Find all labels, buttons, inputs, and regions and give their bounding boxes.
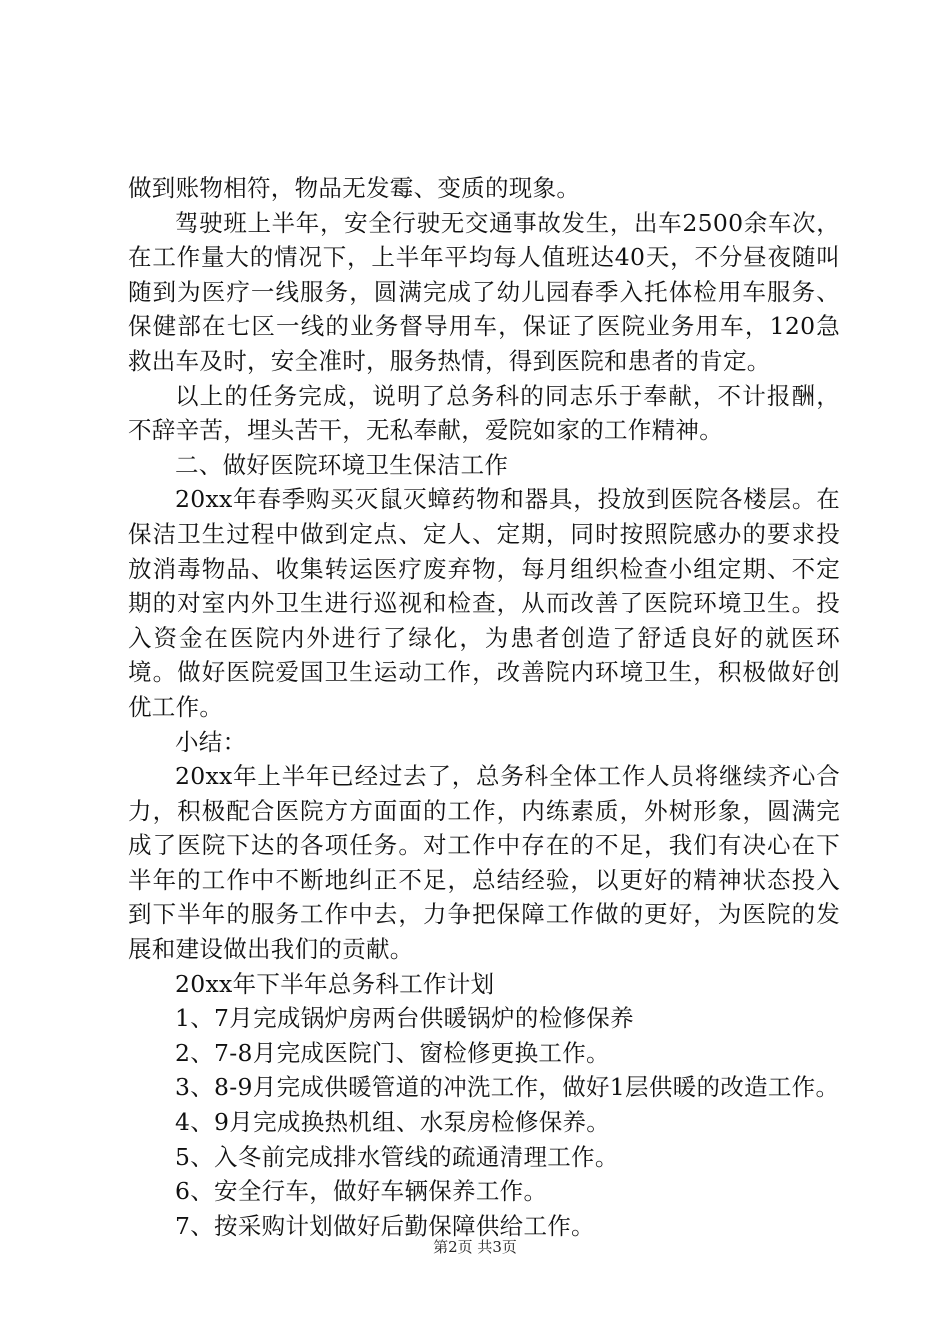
section-heading-plan: 20xx年下半年总务科工作计划 — [175, 969, 495, 998]
paragraph-conclusion: 20xx年上半年已经过去了，总务科全体工作人员将继续齐心合力，积极配合医院方方面面的工作，内练素质，外树形象，圆满完成了医院下达的各项任务。对工作中存在的不足，我们有决心在下半年的工作中不断地纠正不足，总结经验，以更好的精神状态投入到下半年的服务工作中去，力争把保障工作做的更好，为医院的发展和建设做出我们的贡献。 — [128, 762, 840, 964]
plan-item-6: 6、安全行车，做好车辆保养工作。 — [175, 1177, 548, 1206]
paragraph-continuation: 做到账物相符，物品无发霉、变质的现象。 — [128, 174, 581, 202]
plan-item-5: 5、入冬前完成排水管线的疏通清理工作。 — [175, 1142, 619, 1171]
plan-item-7: 7、按采购计划做好后勤保障供给工作。 — [175, 1211, 595, 1240]
plan-item-2: 2、7-8月完成医院门、窗检修更换工作。 — [175, 1038, 610, 1067]
paragraph-summary-spirit: 以上的任务完成，说明了总务科的同志乐于奉献，不计报酬，不辞辛苦，埋头苦干，无私奉献，爱院如家的工作精神。 — [128, 381, 840, 445]
section-heading-sanitation: 二、做好医院环境卫生保洁工作 — [175, 450, 509, 479]
page-number-footer: 第2页 共3页 — [433, 1238, 517, 1256]
paragraph-driving-team: 驾驶班上半年，安全行驶无交通事故发生，出车2500余车次，在工作量大的情况下，上半年平均每人值班达40天，不分昼夜随叫随到为医疗一线服务，圆满完成了幼儿园春季入托体检用车服务、保健部在七区一线的业务督导用车，保证了医院业务用车，120急救出车及时，安全准时，服务热情，得到医院和患者的肯定。 — [128, 208, 840, 375]
plan-item-1: 1、7月完成锅炉房两台供暖锅炉的检修保养 — [175, 1004, 634, 1033]
plan-item-4: 4、9月完成换热机组、水泵房检修保养。 — [175, 1108, 611, 1137]
document-body — [128, 171, 840, 1243]
plan-item-3: 3、8-9月完成供暖管道的冲洗工作，做好1层供暖的改造工作。 — [175, 1073, 840, 1102]
section-heading-conclusion: 小结： — [175, 727, 247, 756]
paragraph-sanitation: 20xx年春季购买灭鼠灭蟑药物和器具，投放到医院各楼层。在保洁卫生过程中做到定点、定人、定期，同时按照院感办的要求投放消毒物品、收集转运医疗废弃物，每月组织检查小组定期、不定期的对室内外卫生进行巡视和检查，从而改善了医院环境卫生。投入资金在医院内外进行了绿化，为患者创造了舒适良好的就医环境。做好医院爱国卫生运动工作，改善院内环境卫生，积极做好创优工作。 — [128, 485, 840, 721]
